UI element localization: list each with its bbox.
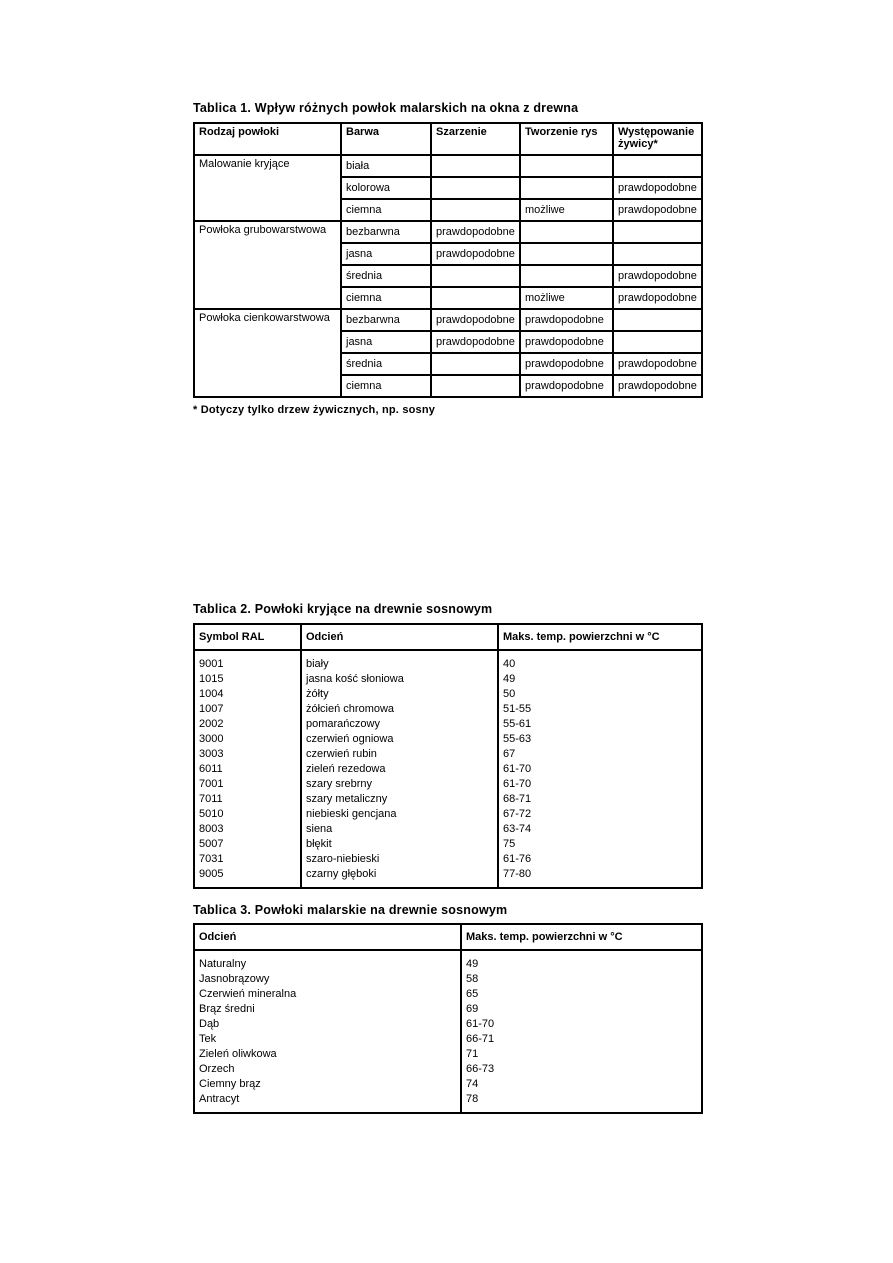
table1-header-row bbox=[194, 123, 702, 155]
table1-zywica-cell bbox=[613, 155, 702, 177]
table1-tworzenie-cell: prawdopodobne bbox=[520, 331, 613, 353]
table1-barwa-cell: ciemna bbox=[341, 375, 431, 397]
table-row bbox=[194, 221, 702, 243]
cell-line: 63-74 bbox=[503, 823, 532, 835]
cell-line: żółty bbox=[306, 688, 329, 700]
cell-line: szary srebrny bbox=[306, 778, 373, 790]
cell-line: Czerwień mineralna bbox=[199, 988, 297, 1000]
table1-szarzenie-cell bbox=[431, 353, 520, 375]
cell-line: 71 bbox=[466, 1048, 479, 1060]
cell-line: 66-73 bbox=[466, 1063, 495, 1075]
table1-barwa-cell: ciemna bbox=[341, 199, 431, 221]
cell-line: 74 bbox=[466, 1078, 479, 1090]
cell-line: 3003 bbox=[199, 748, 224, 760]
cell-line: 1015 bbox=[199, 673, 224, 685]
table1-tworzenie-cell bbox=[520, 221, 613, 243]
cell-line: 1007 bbox=[199, 703, 224, 715]
table1-szarzenie-cell bbox=[431, 155, 520, 177]
table1-zywica-cell bbox=[613, 221, 702, 243]
table1-column-header: Szarzenie bbox=[431, 123, 520, 155]
table3-header-row bbox=[194, 924, 702, 950]
cell-line: zieleń rezedowa bbox=[306, 763, 386, 775]
cell-line: 66-71 bbox=[466, 1033, 495, 1045]
cell-line: 3000 bbox=[199, 733, 224, 745]
cell-line: 61-70 bbox=[503, 763, 532, 775]
cell-line: Tek bbox=[199, 1033, 217, 1045]
cell-line: 77-80 bbox=[503, 868, 532, 880]
table2-column-header: Maks. temp. powierzchni w °C bbox=[498, 624, 702, 650]
cell-line: Dąb bbox=[199, 1018, 220, 1030]
table1-barwa-cell: średnia bbox=[341, 353, 431, 375]
cell-line: żółcień chromowa bbox=[306, 703, 395, 715]
cell-line: 55-63 bbox=[503, 733, 532, 745]
table1-tworzenie-cell: prawdopodobne bbox=[520, 309, 613, 331]
cell-line: biały bbox=[306, 658, 329, 670]
cell-line: 55-61 bbox=[503, 718, 532, 730]
cell-line: jasna kość słoniowa bbox=[306, 673, 404, 685]
cell-line: Jasnobrązowy bbox=[199, 973, 270, 985]
table2-temp-column-cell bbox=[498, 650, 702, 888]
table1-title: Tablica 1. Wpływ różnych powłok malarskich na okna z drewna bbox=[193, 101, 579, 115]
cell-line: 5010 bbox=[199, 808, 224, 820]
table1-barwa-cell: jasna bbox=[341, 331, 431, 353]
table3-temp-column-cell bbox=[461, 950, 702, 1113]
cell-line: 61-70 bbox=[466, 1018, 495, 1030]
table1-szarzenie-cell bbox=[431, 177, 520, 199]
cell-line: 9005 bbox=[199, 868, 224, 880]
table2-title: Tablica 2. Powłoki kryjące na drewnie sosnowym bbox=[193, 602, 493, 616]
cell-line: Naturalny bbox=[199, 958, 247, 970]
cell-line: Zieleń oliwkowa bbox=[199, 1048, 277, 1060]
table1-column-header: Rodzaj powłoki bbox=[194, 123, 341, 155]
cell-line: Brąz średni bbox=[199, 1003, 255, 1015]
table1-tworzenie-cell: prawdopodobne bbox=[520, 353, 613, 375]
table3-paint-coatings bbox=[193, 923, 703, 1114]
table1-column-header: Barwa bbox=[341, 123, 431, 155]
table1-zywica-cell: prawdopodobne bbox=[613, 265, 702, 287]
cell-line: 8003 bbox=[199, 823, 224, 835]
table1-tworzenie-cell: możliwe bbox=[520, 287, 613, 309]
table1-barwa-cell: ciemna bbox=[341, 287, 431, 309]
table3-odcien-column-cell bbox=[194, 950, 461, 1113]
cell-line: 68-71 bbox=[503, 793, 532, 805]
cell-line: 67 bbox=[503, 748, 516, 760]
cell-line: 9001 bbox=[199, 658, 224, 670]
table1-tworzenie-cell bbox=[520, 177, 613, 199]
table1-tworzenie-cell bbox=[520, 243, 613, 265]
table1-zywica-cell: prawdopodobne bbox=[613, 375, 702, 397]
table1-tworzenie-cell: prawdopodobne bbox=[520, 375, 613, 397]
table1-szarzenie-cell: prawdopodobne bbox=[431, 243, 520, 265]
cell-line: szaro-niebieski bbox=[306, 853, 380, 865]
table1-column-header: Tworzenie rys bbox=[520, 123, 613, 155]
cell-line: 7001 bbox=[199, 778, 224, 790]
table1-szarzenie-cell bbox=[431, 265, 520, 287]
cell-line: 7011 bbox=[199, 793, 223, 805]
table1-tworzenie-cell bbox=[520, 155, 613, 177]
coating-type-cell: Malowanie kryjące bbox=[194, 155, 341, 221]
cell-line: 2002 bbox=[199, 718, 224, 730]
table1-zywica-cell: prawdopodobne bbox=[613, 287, 702, 309]
cell-line: 58 bbox=[466, 973, 479, 985]
table1-zywica-cell bbox=[613, 331, 702, 353]
cell-line: 49 bbox=[466, 958, 479, 970]
cell-line: 65 bbox=[466, 988, 479, 1000]
table2-column-header: Symbol RAL bbox=[194, 624, 301, 650]
table2-ral-column-cell bbox=[194, 650, 301, 888]
cell-line: czarny głęboki bbox=[306, 868, 377, 880]
cell-line: czerwień rubin bbox=[306, 748, 377, 760]
table-row bbox=[194, 309, 702, 331]
table2-body-row bbox=[194, 650, 702, 888]
table2-odcien-column-cell bbox=[301, 650, 498, 888]
table1-szarzenie-cell: prawdopodobne bbox=[431, 331, 520, 353]
table3-body-row bbox=[194, 950, 702, 1113]
table1-szarzenie-cell bbox=[431, 199, 520, 221]
cell-line: Orzech bbox=[199, 1063, 235, 1075]
cell-line: błękit bbox=[306, 838, 332, 850]
cell-line: 61-70 bbox=[503, 778, 532, 790]
table1-zywica-cell: prawdopodobne bbox=[613, 177, 702, 199]
cell-line: 78 bbox=[466, 1093, 479, 1105]
table1-zywica-cell bbox=[613, 243, 702, 265]
table1-zywica-cell bbox=[613, 309, 702, 331]
table3-column-header: Maks. temp. powierzchni w °C bbox=[461, 924, 702, 950]
cell-line: Ciemny brąz bbox=[199, 1078, 261, 1090]
table-row bbox=[194, 155, 702, 177]
table1-barwa-cell: jasna bbox=[341, 243, 431, 265]
table1-tworzenie-cell: możliwe bbox=[520, 199, 613, 221]
cell-line: 1004 bbox=[199, 688, 224, 700]
table1-szarzenie-cell: prawdopodobne bbox=[431, 309, 520, 331]
cell-line: 6011 bbox=[199, 763, 223, 775]
table2-column-header: Odcień bbox=[301, 624, 498, 650]
cell-line: pomarańczowy bbox=[306, 718, 380, 730]
table1-szarzenie-cell: prawdopodobne bbox=[431, 221, 520, 243]
table1-szarzenie-cell bbox=[431, 375, 520, 397]
cell-line: 75 bbox=[503, 838, 516, 850]
table1-szarzenie-cell bbox=[431, 287, 520, 309]
table1-barwa-cell: średnia bbox=[341, 265, 431, 287]
table2-opaque-coatings bbox=[193, 623, 703, 889]
cell-line: 5007 bbox=[199, 838, 224, 850]
table1-coating-effects bbox=[193, 122, 703, 398]
cell-line: szary metaliczny bbox=[306, 793, 388, 805]
table1-zywica-cell: prawdopodobne bbox=[613, 353, 702, 375]
cell-line: 49 bbox=[503, 673, 516, 685]
table2-header-row bbox=[194, 624, 702, 650]
cell-line: Antracyt bbox=[199, 1093, 240, 1105]
table1-barwa-cell: bezbarwna bbox=[341, 309, 431, 331]
cell-line: 69 bbox=[466, 1003, 479, 1015]
cell-line: 7031 bbox=[199, 853, 224, 865]
table3-title: Tablica 3. Powłoki malarskie na drewnie sosnowym bbox=[193, 903, 508, 917]
coating-type-cell: Powłoka grubowarstwowa bbox=[194, 221, 341, 309]
cell-line: niebieski gencjana bbox=[306, 808, 397, 820]
table3-column-header: Odcień bbox=[194, 924, 461, 950]
cell-line: siena bbox=[306, 823, 333, 835]
cell-line: 40 bbox=[503, 658, 516, 670]
table1-tworzenie-cell bbox=[520, 265, 613, 287]
table1-zywica-cell: prawdopodobne bbox=[613, 199, 702, 221]
cell-line: 67-72 bbox=[503, 808, 532, 820]
table1-barwa-cell: biała bbox=[341, 155, 431, 177]
cell-line: 50 bbox=[503, 688, 516, 700]
table1-barwa-cell: kolorowa bbox=[341, 177, 431, 199]
cell-line: 51-55 bbox=[503, 703, 532, 715]
table1-footnote: * Dotyczy tylko drzew żywicznych, np. sosny bbox=[193, 404, 436, 416]
table1-barwa-cell: bezbarwna bbox=[341, 221, 431, 243]
cell-line: 61-76 bbox=[503, 853, 532, 865]
coating-type-cell: Powłoka cienkowarstwowa bbox=[194, 309, 341, 397]
table1-column-header: Występowanie żywicy* bbox=[613, 123, 702, 155]
cell-line: czerwień ogniowa bbox=[306, 733, 394, 745]
